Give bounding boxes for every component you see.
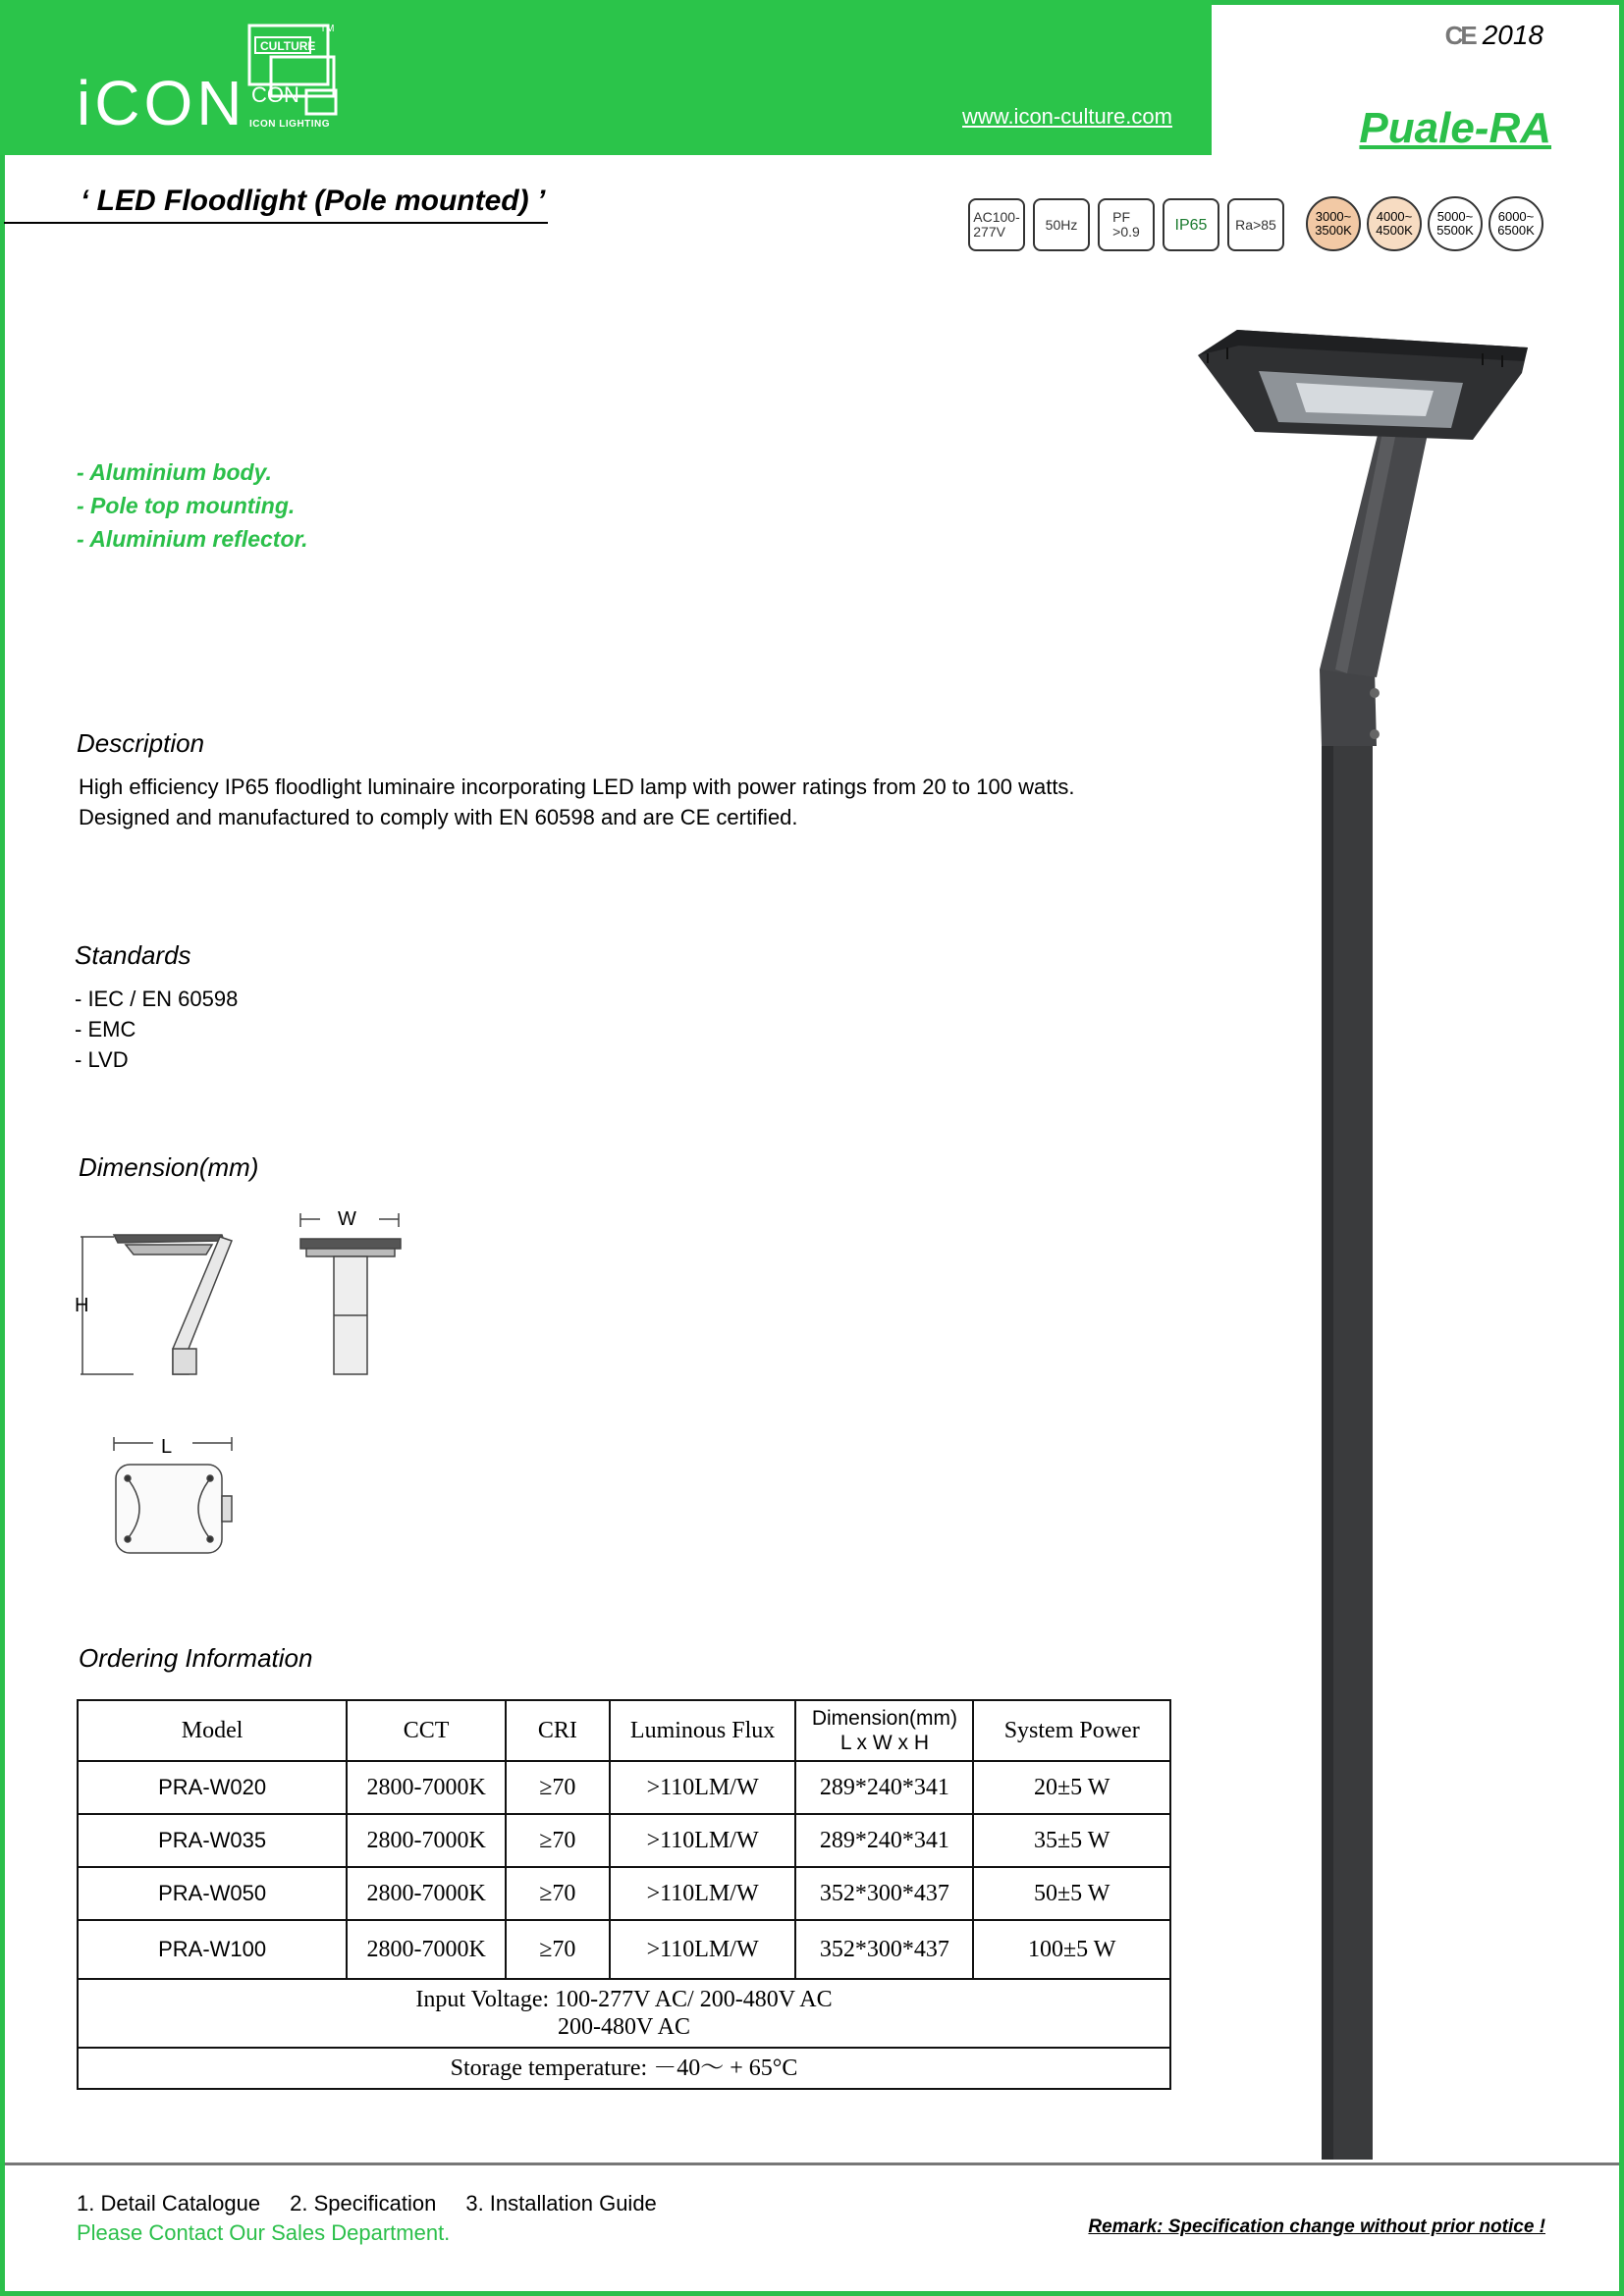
- model-name: Puale-RA: [1359, 104, 1551, 152]
- cell-cri: ≥70: [506, 1761, 610, 1814]
- cell-dimension: 289*240*341: [795, 1814, 973, 1867]
- cell-power: 100±5 W: [973, 1920, 1170, 1979]
- col-header-cct: CCT: [347, 1700, 506, 1761]
- badge-ip-rating: IP65: [1163, 198, 1219, 251]
- cell-model: PRA-W050: [78, 1867, 347, 1920]
- cell-power: 35±5 W: [973, 1814, 1170, 1867]
- cell-cct: 2800-7000K: [347, 1814, 506, 1867]
- description-text: High efficiency IP65 floodlight luminaire incorporating LED lamp with power ratings from 20 to 100 watts. Designed and manufactured to comply with EN 60598 and are CE certified.: [79, 774, 1075, 829]
- cell-cct: 2800-7000K: [347, 1920, 506, 1979]
- cell-model: PRA-W100: [78, 1920, 347, 1979]
- cell-dimension: 289*240*341: [795, 1761, 973, 1814]
- feature-item: - Pole top mounting.: [77, 493, 296, 518]
- cell-flux: >110LM/W: [610, 1867, 796, 1920]
- contact-note: Please Contact Our Sales Department.: [77, 2220, 451, 2245]
- header-band: [0, 0, 1212, 155]
- front-view-drawing: [300, 1213, 401, 1374]
- brand-logo-mark-icon: [247, 22, 346, 132]
- standard-item: - LVD: [75, 1047, 129, 1072]
- feature-item: - Aluminium body.: [77, 459, 272, 485]
- ordering-table: [77, 1699, 1171, 2090]
- cell-model: PRA-W020: [78, 1761, 347, 1814]
- storage-temperature-row: [78, 2048, 1170, 2089]
- storage-temperature-cell: Storage temperature: －40～ + 65°C: [78, 2048, 1170, 2089]
- standard-item: - EMC: [75, 1017, 136, 1041]
- standard-item: - IEC / EN 60598: [75, 987, 239, 1011]
- certification: [1445, 20, 1543, 51]
- cell-flux: >110LM/W: [610, 1761, 796, 1814]
- logo-mark-main-text: CON: [251, 82, 299, 107]
- table-header-row: [78, 1700, 1170, 1761]
- dimension-drawings: [75, 1201, 428, 1575]
- top-view-drawing: [114, 1437, 232, 1553]
- document-links: [77, 2191, 657, 2216]
- col-header-flux: Luminous Flux: [610, 1700, 796, 1761]
- cell-dimension: 352*300*437: [795, 1920, 973, 1979]
- ordering-heading: Ordering Information: [79, 1643, 313, 1673]
- brand-logo-text: iCON: [77, 68, 246, 138]
- input-voltage-row: [78, 1979, 1170, 2048]
- col-header-model: Model: [78, 1700, 347, 1761]
- cct-badges: [1306, 196, 1543, 251]
- spec-badges: [968, 198, 1284, 251]
- badge-voltage: AC100- 277V: [968, 198, 1025, 251]
- cell-cct: 2800-7000K: [347, 1761, 506, 1814]
- cct-badge-6000k: 6000~ 6500K: [1489, 196, 1543, 251]
- product-image: [1168, 314, 1542, 2160]
- feature-list: [77, 455, 308, 556]
- logo-mark-top-text: CULTURE: [260, 39, 316, 53]
- table-row: [78, 1920, 1170, 1979]
- cct-badge-4000k: 4000~ 4500K: [1367, 196, 1422, 251]
- dim-label-h: H: [75, 1295, 89, 1316]
- cell-cct: 2800-7000K: [347, 1867, 506, 1920]
- cct-badge-5000k: 5000~ 5500K: [1428, 196, 1483, 251]
- link-installation-guide[interactable]: 3. Installation Guide: [465, 2191, 657, 2216]
- table-row: [78, 1761, 1170, 1814]
- col-header-dimension: Dimension(mm) L x W x H: [795, 1700, 973, 1761]
- cell-flux: >110LM/W: [610, 1920, 796, 1979]
- side-view-drawing: [81, 1235, 232, 1374]
- dim-label-l: L: [161, 1436, 173, 1458]
- standards-list: [75, 984, 238, 1075]
- link-detail-catalogue[interactable]: 1. Detail Catalogue: [77, 2191, 261, 2216]
- footer-divider: [5, 2163, 1619, 2165]
- dim-label-w: W: [338, 1208, 356, 1230]
- cell-power: 50±5 W: [973, 1867, 1170, 1920]
- standards-heading: Standards: [75, 940, 191, 970]
- cell-dimension: 352*300*437: [795, 1867, 973, 1920]
- website-link[interactable]: www.icon-culture.com: [962, 104, 1172, 129]
- table-row: [78, 1867, 1170, 1920]
- badge-cri: Ra>85: [1227, 198, 1284, 251]
- cell-cri: ≥70: [506, 1814, 610, 1867]
- year-label: 2018: [1482, 20, 1543, 50]
- ce-mark-icon: CE: [1444, 20, 1475, 50]
- cct-badge-3000k: 3000~ 3500K: [1306, 196, 1361, 251]
- table-row: [78, 1814, 1170, 1867]
- cell-cri: ≥70: [506, 1867, 610, 1920]
- remark-note: Remark: Specification change without prior notice !: [1088, 2216, 1545, 2237]
- feature-item: - Aluminium reflector.: [77, 526, 308, 552]
- dimension-heading: Dimension(mm): [79, 1152, 259, 1182]
- input-voltage-cell: Input Voltage: 100-277V AC/ 200-480V AC 200-480V AC: [78, 1979, 1170, 2048]
- link-specification[interactable]: 2. Specification: [290, 2191, 437, 2216]
- page-title: ‘ LED Floodlight (Pole mounted) ’: [4, 185, 548, 224]
- logo-tm-text: TM: [320, 24, 335, 34]
- cell-cri: ≥70: [506, 1920, 610, 1979]
- cell-power: 20±5 W: [973, 1761, 1170, 1814]
- col-header-power: System Power: [973, 1700, 1170, 1761]
- description-heading: Description: [77, 728, 205, 758]
- brand-logo-subtitle: ICON LIGHTING: [249, 119, 331, 130]
- col-header-cri: CRI: [506, 1700, 610, 1761]
- cell-flux: >110LM/W: [610, 1814, 796, 1867]
- badge-power-factor: PF >0.9: [1098, 198, 1155, 251]
- badge-frequency: 50Hz: [1033, 198, 1090, 251]
- cell-model: PRA-W035: [78, 1814, 347, 1867]
